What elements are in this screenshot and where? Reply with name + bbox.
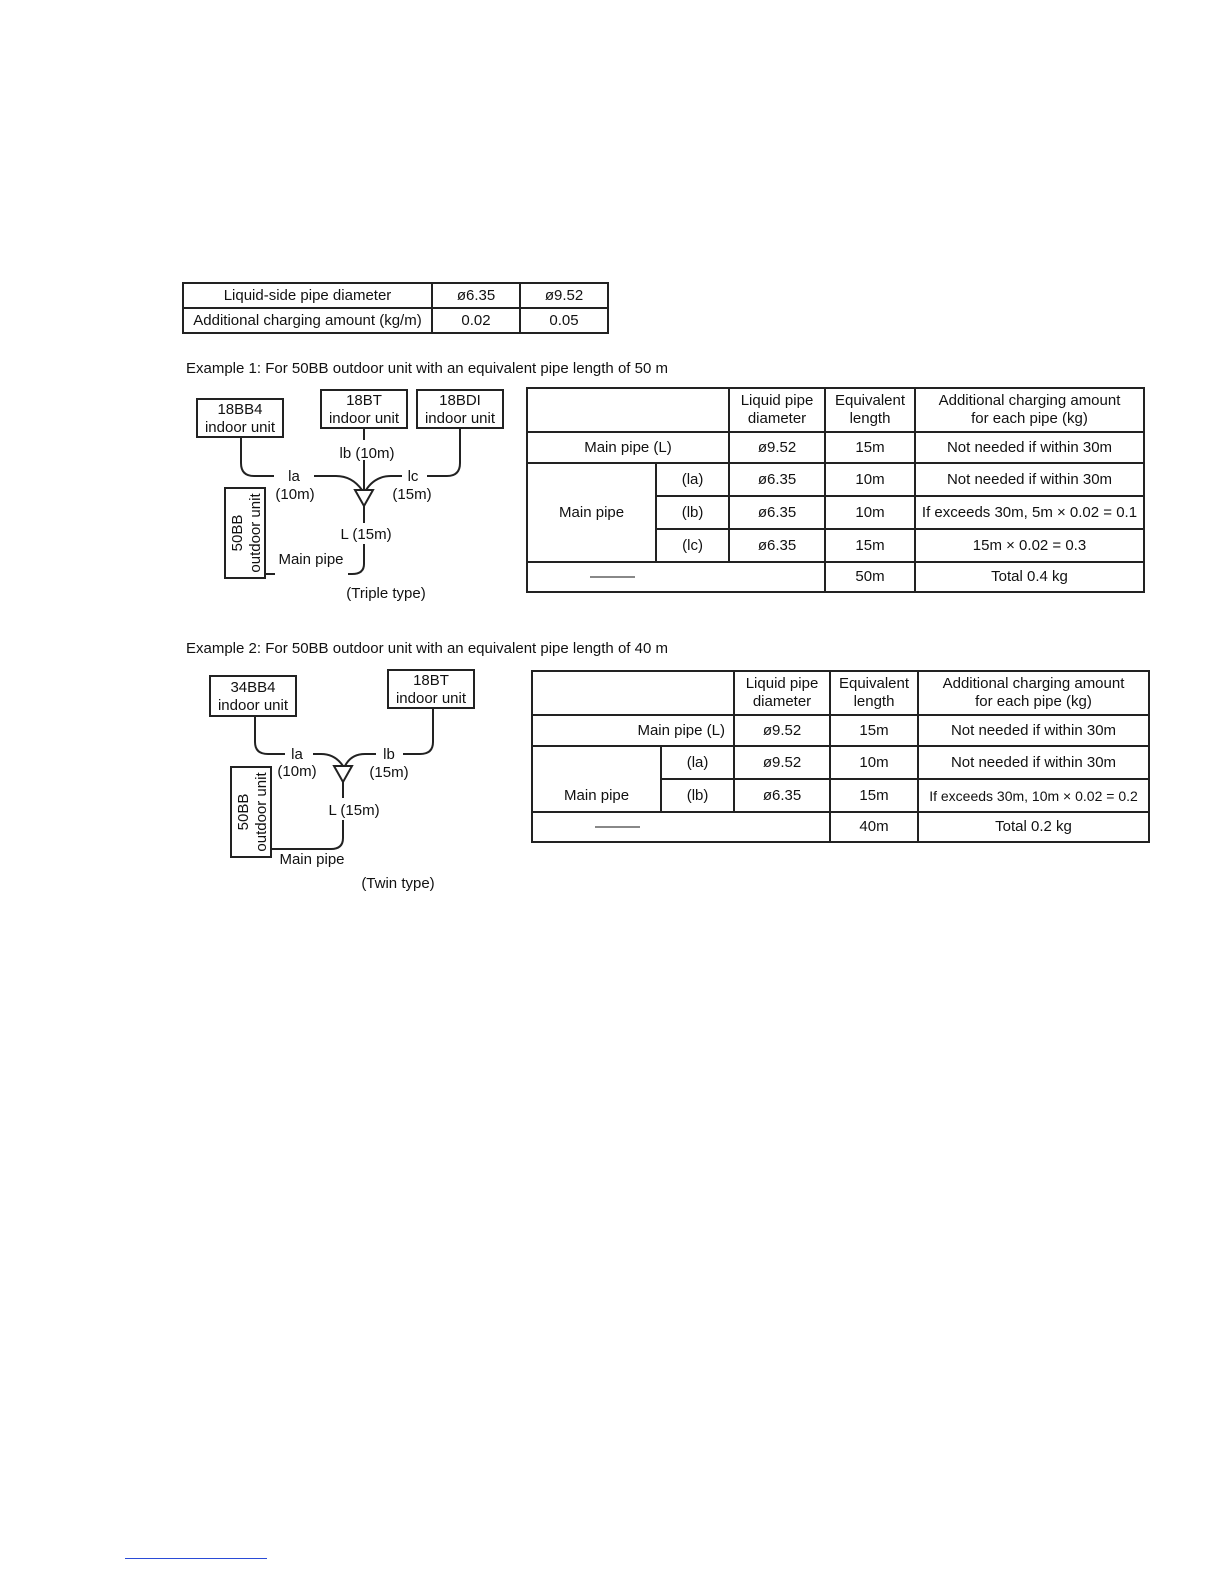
ex2-branch-id: (lb): [661, 779, 734, 812]
ex1-label-lc-len: (15m): [392, 486, 432, 503]
ex1-outdoor-line2: outdoor unit: [247, 493, 264, 573]
ex2-pipe-main-bottom: [271, 820, 343, 849]
ex1-branch-id: (la): [656, 463, 729, 496]
ex2-header-amount: Additional charging amount for each pipe (kg): [918, 671, 1149, 715]
ex2-branch-length: 15m: [830, 779, 918, 812]
ex1-label-lb: lb (10m): [339, 445, 395, 462]
ex1-unit-c-line1: 18BDI: [439, 392, 481, 409]
ex2-pipe-la-join: [313, 754, 343, 766]
ex2-main-label: Main pipe (L): [532, 715, 734, 746]
ex2-branch-amount: Not needed if within 30m: [918, 746, 1149, 779]
ex2-unit-a-line2: indoor unit: [217, 697, 289, 714]
ex2-label-type: (Twin type): [361, 875, 435, 892]
ex1-main-length: 15m: [825, 432, 915, 463]
ex1-unit-a-line2: indoor unit: [204, 419, 276, 436]
ex1-unit-c-line2: indoor unit: [424, 410, 496, 427]
ex1-header-amount: Additional charging amount for each pipe (kg): [915, 388, 1144, 432]
ex1-main-label: Main pipe (L): [527, 432, 729, 463]
ex2-label-la-len: (10m): [277, 763, 317, 780]
ex1-header-blank: [527, 388, 729, 432]
ex1-pipe-la: [241, 437, 274, 476]
rate-table: [182, 282, 609, 334]
ex1-branch-amount: Not needed if within 30m: [915, 463, 1144, 496]
ex1-outdoor-line1: 50BB: [229, 514, 246, 552]
rate-diameter-2: ø9.52: [520, 283, 608, 308]
example1-diagram: [180, 380, 525, 610]
ex2-branch-label: Main pipe: [532, 746, 661, 812]
ex1-label-main-pipe: Main pipe: [278, 551, 344, 568]
ex2-header-blank: [532, 671, 734, 715]
ex1-pipe-lc: [427, 428, 460, 476]
ex1-branch-length: 10m: [825, 463, 915, 496]
ex1-unit-b-line2: indoor unit: [328, 410, 400, 427]
ex1-branch-diameter: ø6.35: [729, 496, 825, 529]
ex2-pipe-lb: [403, 708, 433, 754]
ex2-branch-diameter: ø6.35: [734, 779, 830, 812]
ex2-main-amount: Not needed if within 30m: [918, 715, 1149, 746]
ex1-unit-b-line1: 18BT: [346, 392, 382, 409]
ex1-label-L: L (15m): [340, 526, 392, 543]
ex2-branch-length: 10m: [830, 746, 918, 779]
ex2-unit-a-line1: 34BB4: [230, 679, 276, 696]
ex1-total-amount: Total 0.4 kg: [915, 562, 1144, 592]
ex2-branch-diameter: ø9.52: [734, 746, 830, 779]
ex2-main-diameter: ø9.52: [734, 715, 830, 746]
ex1-pipe-la-join: [314, 476, 362, 490]
ex2-unit-b-line2: indoor unit: [395, 690, 467, 707]
ex1-branch-diameter: ø6.35: [729, 463, 825, 496]
ex2-total-amount: Total 0.2 kg: [918, 812, 1149, 842]
ex2-branch-joint: [334, 766, 352, 782]
ex2-outdoor-line2: outdoor unit: [253, 772, 270, 852]
ex2-total-length: 40m: [830, 812, 918, 842]
ex2-pipe-la: [255, 716, 285, 754]
ex2-outdoor-line1: 50BB: [235, 793, 252, 831]
ex1-header-diameter: Liquid pipe diameter: [729, 388, 825, 432]
ex1-branch-diameter: ø6.35: [729, 529, 825, 562]
ex2-label-lb: lb: [383, 746, 395, 763]
ex2-branch-amount: If exceeds 30m, 10m × 0.02 = 0.2: [918, 779, 1149, 812]
ex1-branch-amount: If exceeds 30m, 5m × 0.02 = 0.1: [915, 496, 1144, 529]
footnote-rule: [125, 1558, 267, 1559]
ex1-pipe-main-bottom: [348, 544, 364, 574]
example1-caption: Example 1: For 50BB outdoor unit with an equivalent pipe length of 50 m: [186, 360, 668, 377]
ex1-branch-label: Main pipe: [527, 463, 656, 562]
ex2-main-length: 15m: [830, 715, 918, 746]
ex1-header-length: Equivalent length: [825, 388, 915, 432]
ex1-branch-length: 10m: [825, 496, 915, 529]
ex2-unit-b-line1: 18BT: [413, 672, 449, 689]
rate-amount-1: 0.02: [432, 308, 520, 333]
ex1-label-type: (Triple type): [346, 585, 426, 602]
ex2-header-length: Equivalent length: [830, 671, 918, 715]
ex1-unit-a-line1: 18BB4: [217, 401, 263, 418]
ex1-main-diameter: ø9.52: [729, 432, 825, 463]
ex1-label-la-len: (10m): [275, 486, 315, 503]
ex1-total-dash: ———: [527, 562, 825, 592]
ex1-branch-joint: [355, 490, 373, 506]
ex2-label-lb-len: (15m): [369, 764, 409, 781]
ex1-branch-amount: 15m × 0.02 = 0.3: [915, 529, 1144, 562]
ex2-total-dash: ———: [532, 812, 830, 842]
ex1-main-amount: Not needed if within 30m: [915, 432, 1144, 463]
rate-header-label: Liquid-side pipe diameter: [183, 283, 432, 308]
ex1-total-length: 50m: [825, 562, 915, 592]
rate-diameter-1: ø6.35: [432, 283, 520, 308]
ex2-header-diameter: Liquid pipe diameter: [734, 671, 830, 715]
ex2-label-L: L (15m): [328, 802, 380, 819]
example2-table: [531, 670, 1150, 843]
rate-amount-2: 0.05: [520, 308, 608, 333]
ex2-label-main-pipe: Main pipe: [279, 851, 345, 868]
example1-table: [526, 387, 1145, 593]
ex2-label-la: la: [291, 746, 303, 763]
ex1-branch-id: (lb): [656, 496, 729, 529]
rate-amount-label: Additional charging amount (kg/m): [183, 308, 432, 333]
ex1-branch-id: (lc): [656, 529, 729, 562]
ex1-branch-length: 15m: [825, 529, 915, 562]
ex1-label-la: la: [288, 468, 300, 485]
ex2-branch-id: (la): [661, 746, 734, 779]
example2-caption: Example 2: For 50BB outdoor unit with an equivalent pipe length of 40 m: [186, 640, 668, 657]
ex1-label-lc: lc: [407, 468, 419, 485]
example2-diagram: [195, 662, 495, 897]
